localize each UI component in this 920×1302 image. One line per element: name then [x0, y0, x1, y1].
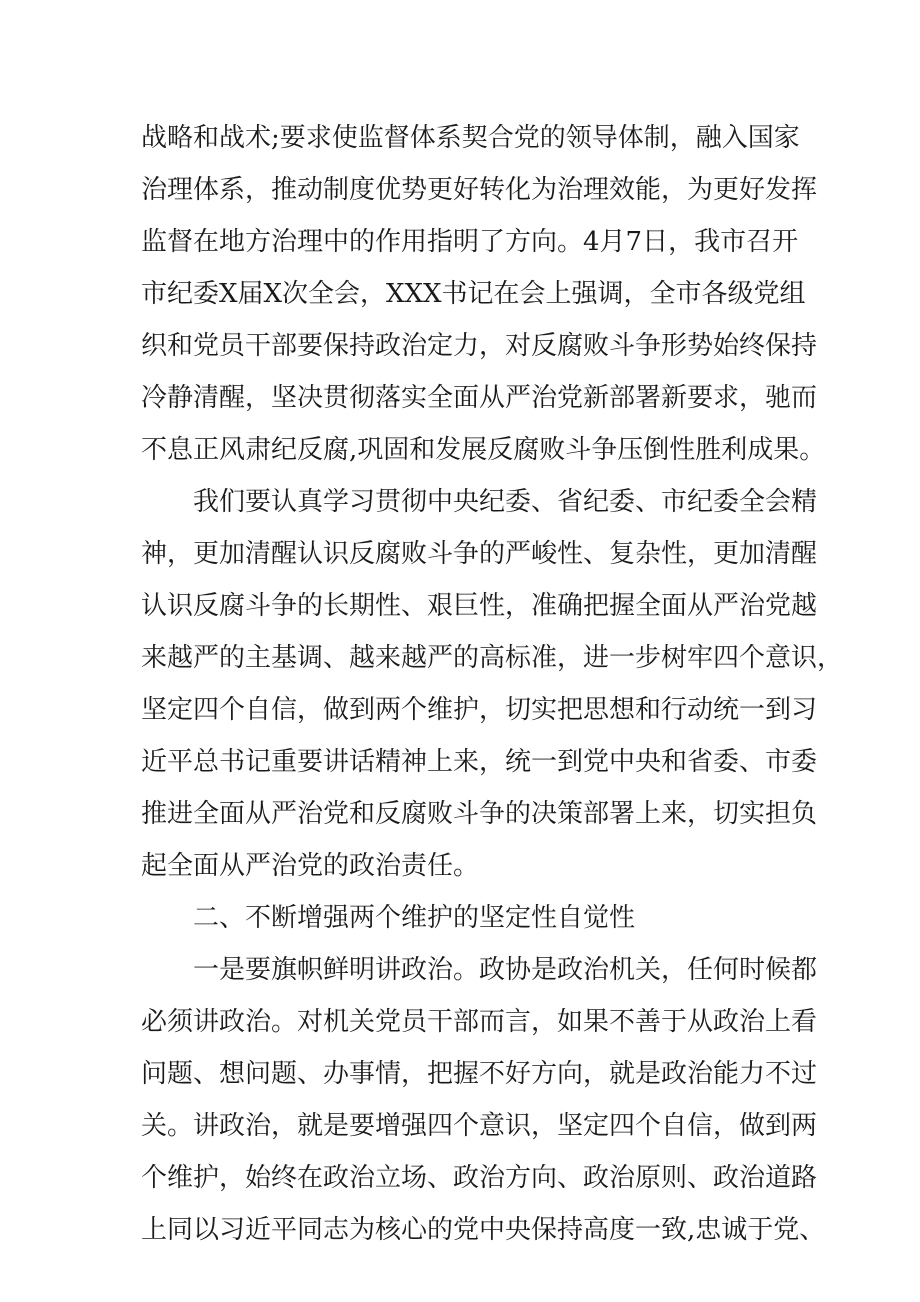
section-heading: 二、不断增强两个维护的坚定性自觉性 — [193, 903, 636, 933]
text-line: 上同以习近平同志为核心的党中央保持高度一致,忠诚于党、 — [141, 1215, 826, 1245]
text-line: 冷静清醒，坚决贯彻落实全面从严治党新部署新要求，驰而 — [141, 383, 818, 413]
text-line: 监督在地方治理中的作用指明了方向。4月7日，我市召开 — [141, 227, 799, 257]
text-line: 织和党员干部要保持政治定力，对反腐败斗争形势始终保持 — [141, 331, 818, 361]
text-line: 关。讲政治，就是要增强四个意识，坚定四个自信，做到两 — [141, 1111, 818, 1141]
text-line: 我们要认真学习贯彻中央纪委、省纪委、市纪委全会精 — [193, 487, 818, 517]
text-line: 一是要旗帜鲜明讲政治。政协是政治机关，任何时候都 — [193, 955, 818, 985]
text-line: 不息正风肃纪反腐,巩固和发展反腐败斗争压倒性胜利成果。 — [141, 435, 826, 465]
text-line: 问题、想问题、办事情，把握不好方向，就是政治能力不过 — [141, 1059, 818, 1089]
text-line: 神，更加清醒认识反腐败斗争的严峻性、复杂性，更加清醒 — [141, 539, 818, 569]
text-line: 坚定四个自信，做到两个维护，切实把思想和行动统一到习 — [141, 695, 818, 725]
text-line: 来越严的主基调、越来越严的高标准，进一步树牢四个意识， — [141, 643, 844, 673]
text-line: 认识反腐斗争的长期性、艰巨性，准确把握全面从严治党越 — [141, 591, 818, 621]
text-line: 战略和战术;要求使监督体系契合党的领导体制，融入国家 — [141, 123, 800, 153]
text-line: 起全面从严治党的政治责任。 — [141, 851, 480, 881]
text-line: 治理体系，推动制度优势更好转化为治理效能，为更好发挥 — [141, 175, 818, 205]
text-line: 市纪委X届X次全会，XXX书记在会上强调，全市各级党组 — [141, 279, 806, 309]
text-line: 近平总书记重要讲话精神上来，统一到党中央和省委、市委 — [141, 747, 818, 777]
text-line: 个维护，始终在政治立场、政治方向、政治原则、政治道路 — [141, 1163, 818, 1193]
text-line: 推进全面从严治党和反腐败斗争的决策部署上来，切实担负 — [141, 799, 818, 829]
text-line: 必须讲政治。对机关党员干部而言，如果不善于从政治上看 — [141, 1007, 818, 1037]
